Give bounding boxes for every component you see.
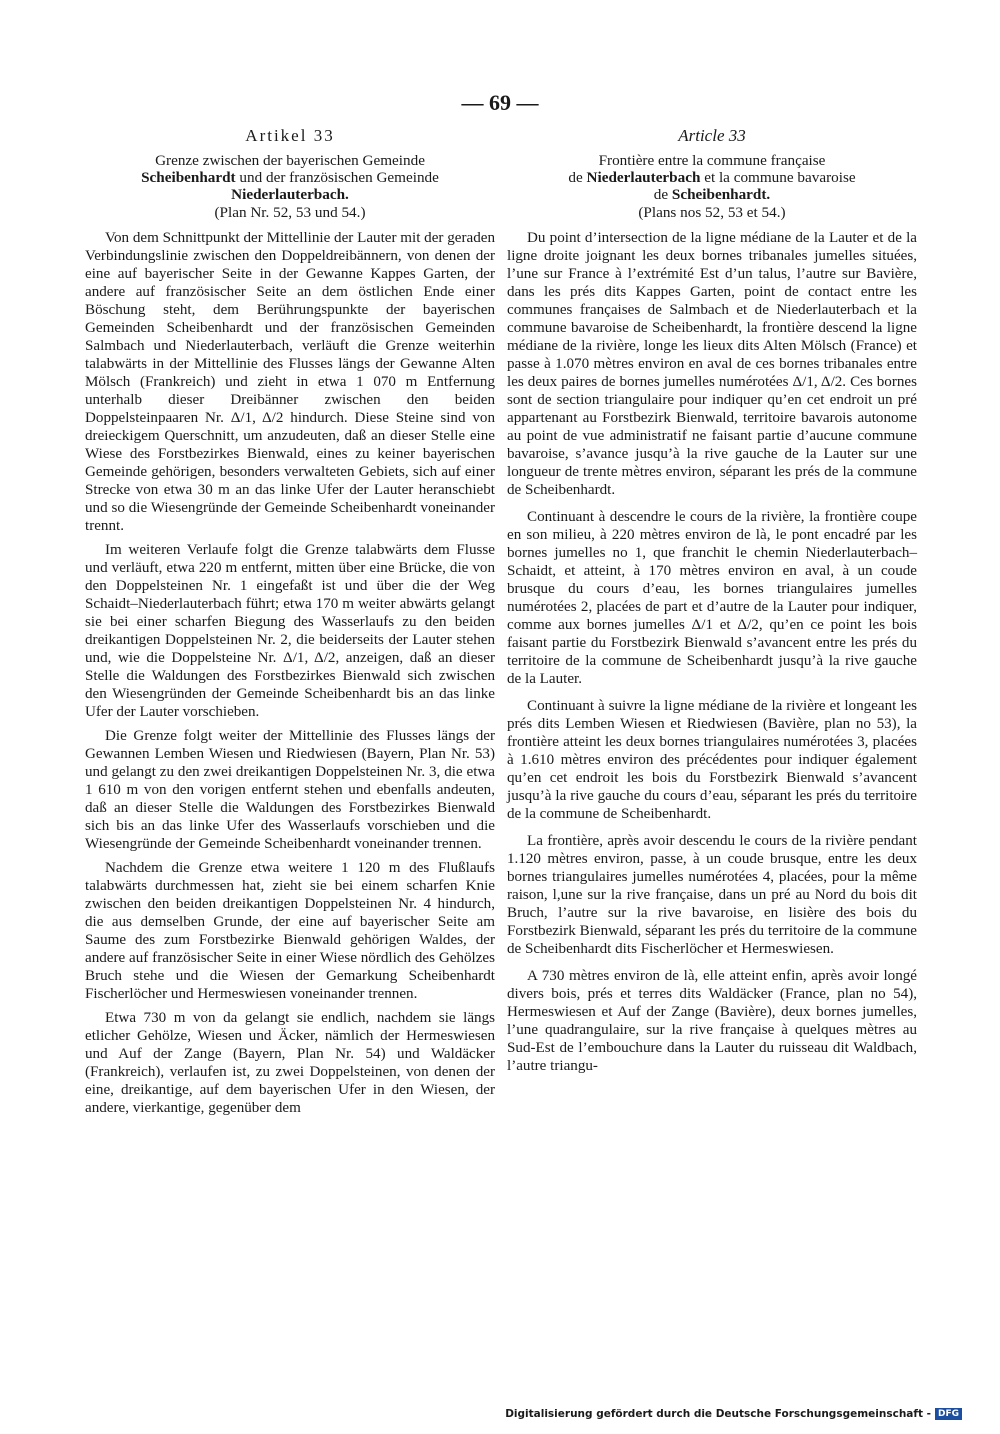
article-title-german: Artikel 33 <box>245 126 335 145</box>
heading-german-line1: Grenze zwischen der bayerischen Gemeinde <box>155 152 425 169</box>
heading-french <box>507 152 917 204</box>
heading-german-niederlauterbach: Niederlauterbach. <box>231 186 349 204</box>
paragraph-french-5: A 730 mètres environ de là, elle atteint enfin, après avoir longé divers bois, prés et terres dits Waldäcker (France, plan no 54), Hermeswiesen et Auf der Zange (Bavière), deux bornes jumelles, l’une quadrangulaire, sur la rive française à quelques mètres au Sud-Est de l’embouchure dans la Lauter du ruisseau dit Waldbach, l’autre triangu- <box>507 967 917 1074</box>
paragraph-french-1: Du point d’intersection de la ligne médiane de la Lauter et de la ligne droite joignant les deux bornes tribanales jumelles situées, l’une sur France à l’extrémité Est d’un talus, l’autre sur Bavière, dans les prés dits Kappes Garten, point de contact entre les communes françaises de Salmbach et de Niederlauterbach et la commune bavaroise de Scheibenhardt, la frontière descend la ligne médiane de la rivière, longe les lieux dits Alten Mölsch (France) et passe à 1.070 mètres environ en aval de ces bornes tribanales entre les deux paires de bornes jumelles numérotées Δ/1, Δ/2. Ces bornes sont de section triangulaire pour indiquer qu’en cet endroit un pré appartenant au Forstbezirk Bienwald, territoire bavarois autonome au point de vue administratif ne faisant partie d’aucune commune bavaroise, s’avance jusqu’à la rive gauche de la Lauter sur une longueur de trente mètres environ, séparant les prés de la commune de Scheibenhardt. <box>507 229 917 498</box>
article-title-french: Article 33 <box>678 126 746 145</box>
heading-french-scheibenhardt: Scheibenhardt. <box>671 186 771 204</box>
paragraph-french-2: Continuant à descendre le cours de la rivière, la frontière coupe en son milieu, à 220 mètres environ de là, le pont encadré par les bornes jumelles no 1, que franchit le chemin Niederlauterbach–Schaidt, et atteint, à 170 mètres environ en aval, à un coude brusque du cours d’eau, les bornes triangulaires jumelles numérotées 2, placées de part et d’autre de la Lauter pour indiquer, comme aux bornes jumelles Δ/1 et Δ/2, qu’en ce point les bois faisant partie du Forstbezirk Bienwald s’avancent entre les prés du territoire de la commune de Scheibenhardt jusqu’à la rive gauche de la Lauter. <box>507 508 917 687</box>
heading-french-line2-pre: de <box>568 169 587 187</box>
heading-french-line3-pre: de <box>653 186 672 204</box>
paragraph-german-5: Etwa 730 m von da gelangt sie endlich, nachdem sie längs etlicher Gehölze, Wiesen und Äcker, nämlich der Hermeswiesen und Auf der Zange (Bayern, Plan Nr. 54) und Waldäcker (Frankreich), verlaufen ist, zu zwei Doppelsteinen, von denen der eine, dreikantige, auf dem bayerischen Ufer in den Wiesen, der andere, vierkantige, gegenüber dem <box>85 1009 495 1116</box>
paragraph-german-1: Von dem Schnittpunkt der Mittellinie der Lauter mit der geraden Verbindungslinie zwischen den Doppeldreibännern, von denen der eine auf bayerischer Seite in der Gewanne Kappes Garten, der andere auf französischer Seite an dem östlichen Ende einer Böschung steht, dem Berührungspunkte der bayerischen Gemeinden Scheibenhardt und der französischen Gemeinden Salmbach und Niederlauterbach, verläuft die Grenze weiterhin talabwärts in der Mittellinie des Flusses längs der Gewanne Alten Mölsch (Frankreich) und zieht in etwa 1 070 m Entfernung unterhalb dieser Dreibänner zwischen den beiden Doppelsteinpaaren Nr. Δ/1, Δ/2 hindurch. Diese Steine sind von dreieckigem Querschnitt, um anzudeuten, daß an dieser Stelle eine Wiese des Forstbezirkes Bienwald, eines zu keiner bayerischen Gemeinde gehörigen, besonders verwalteten Gebiets, sich auf einer Strecke von etwa 30 m an das linke Ufer der Lauter heranschiebt und so die Wiesengründe der Gemeinde Scheibenhardt voneinander trennt. <box>85 229 495 534</box>
german-column <box>85 126 495 1123</box>
paragraph-german-3: Die Grenze folgt weiter der Mittellinie des Flusses längs der Gewannen Lemben Wiesen und Riedwiesen (Bayern, Plan Nr. 53) und gelangt zu den zwei dreikantigen Doppelsteinen Nr. 3, die etwa 1 610 m von den vorigen entfernt stehen und ebenfalls andeuten, daß an dieser Stelle die Waldungen des Forstbezirkes Bienwald sich bis an das linke Ufer des Wasserlaufs vorschieben und die Wiesengründe der Gemeinde Scheibenhardt voneinander trennen. <box>85 727 495 852</box>
paragraph-french-3: Continuant à suivre la ligne médiane de la rivière et longeant les prés dits Lemben Wiesen et Riedwiesen (Bavière, plan no 53), la frontière atteint les deux bornes triangulaires numérotées 3, placées à 1.610 mètres environ des précédentes pour indiquer également qu’en cet endroit les bois du Forstbezirk Bienwald s’avancent jusqu’à la rive gauche du cours d’eau, séparant les prés du territoire de la commune de Scheibenhardt. <box>507 697 917 822</box>
french-column <box>507 126 917 1084</box>
plans-french: (Plans nos 52, 53 et 54.) <box>638 203 786 221</box>
heading-german-line2: und der französischen Gemeinde <box>235 169 439 187</box>
paragraph-french-4: La frontière, après avoir descendu le cours de la rivière pendant 1.120 mètres environ, passe, à un coude brusque, entre les deux bornes triangulaires jumelles numérotées 4, placées, pour la même raison, l,une sur la rive française, dans un pré au Nord du bois dit Bruch, l’autre sur la rive bavaroise, en lisière des bois du Forstbezirk Bienwald, séparant les prés du territoire de la commune de Scheibenhardt dits Fischerlöcher et Hermeswiesen. <box>507 832 917 957</box>
digitization-footer <box>505 1408 962 1420</box>
paragraph-german-2: Im weiteren Verlaufe folgt die Grenze talabwärts dem Flusse und verläuft, etwa 220 m entfernt, mitten über eine Brücke, die von den Doppelsteinen Nr. 1 eingefaßt ist und über die der Weg Schaidt–Niederlauterbach führt; etwa 170 m weiter abwärts gelangt sie bei einer scharfen Biegung des Wasserlaufs zu den beiden dreikantigen Doppelsteinen Nr. 2, die beiderseits der Lauter stehen und, wie die Doppelsteine Nr. Δ/1, Δ/2, anzeigen, daß an dieser Stelle die Waldungen des Forstbezirkes Bienwald sich zwischen den Wiesengründen der Gemeinde Scheibenhardt bis an das linke Ufer der Lauter vorschieben. <box>85 541 495 720</box>
paragraph-german-4: Nachdem die Grenze etwa weitere 1 120 m des Flußlaufs talabwärts durchmessen hat, zieht sie bei einem scharfen Knie zwischen den beiden dreikantigen Doppelsteinen Nr. 4 hindurch, die aus demselben Grunde, der eine auf bayerischer Seite am Saume des zum Forstbezirke Bienwald gehörigen Waldes, der andere auf französischer Seite in einer Wiese nördlich des Gehölzes Bruch stehe und die Wiesen der Gemarkung Scheibenhardt Fischerlöcher und Hermeswiesen voneinander trennen. <box>85 859 495 1002</box>
heading-french-niederlauterbach: Niederlauterbach <box>586 169 701 187</box>
heading-german-scheibenhardt: Scheibenhardt <box>141 169 236 187</box>
plans-german: (Plan Nr. 52, 53 und 54.) <box>214 203 366 221</box>
heading-french-line2: et la commune bavaroise <box>700 169 856 187</box>
heading-german <box>85 152 495 204</box>
dfg-logo: DFG <box>935 1408 962 1420</box>
footer-text: Digitalisierung gefördert durch die Deutsche Forschungsgemeinschaft - <box>505 1408 931 1420</box>
heading-french-line1: Frontière entre la commune française <box>598 152 826 169</box>
page-number: — 69 — <box>461 90 539 115</box>
